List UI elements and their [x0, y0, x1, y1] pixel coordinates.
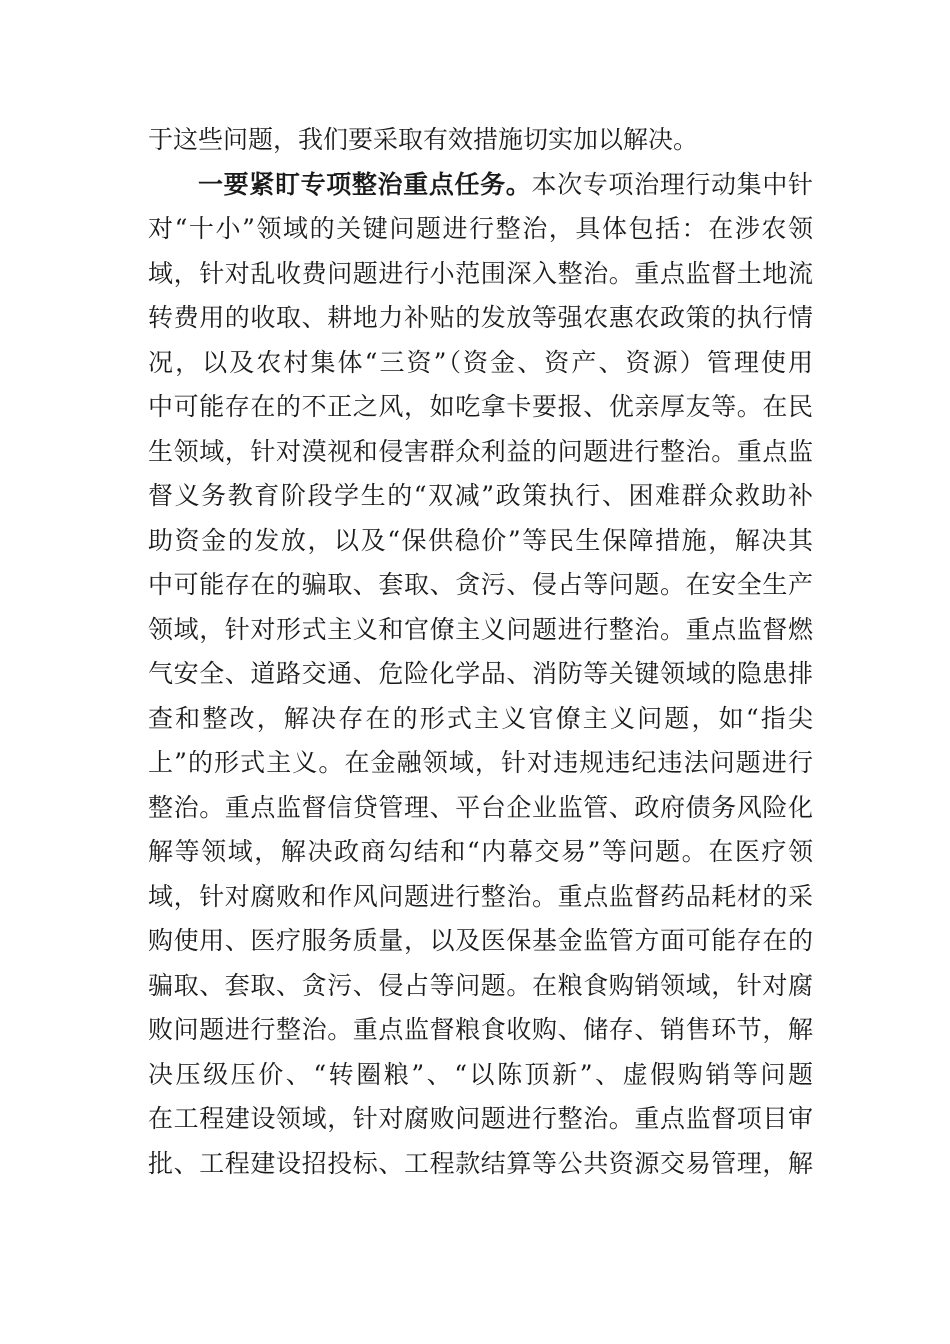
text-line: 域，针对乱收费问题进行小范围深入整治。重点监督土地流 — [148, 258, 813, 288]
text-line: 查和整改，解决存在的形式主义官僚主义问题，如“指尖 — [148, 703, 813, 733]
text-line: 域，针对腐败和作风问题进行整治。重点监督药品耗材的采 — [148, 881, 813, 911]
text-line: 批、工程建设招投标、工程款结算等公共资源交易管理，解 — [148, 1148, 813, 1178]
text-line: 气安全、道路交通、危险化学品、消防等关键领域的隐患排 — [148, 659, 813, 688]
text-line: 领域，针对形式主义和官僚主义问题进行整治。重点监督燃 — [148, 614, 813, 644]
text-line: 在工程建设领域，针对腐败问题进行整治。重点监督项目审 — [148, 1104, 813, 1133]
text-line: 督义务教育阶段学生的“双减”政策执行、困难群众救助补 — [148, 481, 813, 510]
paragraph-first-line — [148, 163, 813, 208]
text-line: 骗取、套取、贪污、侵占等问题。在粮食购销领域，针对腐 — [148, 970, 813, 1000]
text-line: 上”的形式主义。在金融领域，针对违规违纪违法问题进行 — [148, 748, 813, 777]
text-line: 决压级压价、“转圈粮”、“以陈顶新”、虚假购销等问题 — [148, 1059, 813, 1089]
text-line: 转费用的收取、耕地力补贴的发放等强农惠农政策的执行情 — [148, 303, 813, 332]
text-line: 对“十小”领域的关键问题进行整治，具体包括：在涉农领 — [148, 214, 813, 243]
text-line: 况，以及农村集体“三资”（资金、资产、资源）管理使用 — [148, 347, 813, 377]
text-line: 助资金的发放，以及“保供稳价”等民生保障措施，解决其 — [148, 525, 813, 555]
paragraph-heading: 一要紧盯专项整治重点任务。 — [198, 169, 532, 199]
text-line: 整治。重点监督信贷管理、平台企业监管、政府债务风险化 — [148, 792, 813, 822]
paragraph-heading-continuation: 本次专项治理行动集中针 — [531, 169, 813, 199]
text-line: 中可能存在的不正之风，如吃拿卡要报、优亲厚友等。在民 — [148, 392, 813, 421]
text-line: 解等领域，解决政商勾结和“内幕交易”等问题。在医疗领 — [148, 837, 813, 866]
text-line: 生领域，针对漠视和侵害群众利益的问题进行整治。重点监 — [148, 436, 813, 466]
body-text — [148, 118, 813, 1186]
text-line: 败问题进行整治。重点监督粮食收购、储存、销售环节，解 — [148, 1015, 813, 1044]
text-line: 于这些问题，我们要采取有效措施切实加以解决。 — [148, 125, 699, 154]
text-line: 中可能存在的骗取、套取、贪污、侵占等问题。在安全生产 — [148, 570, 813, 599]
text-line: 购使用、医疗服务质量，以及医保基金监管方面可能存在的 — [148, 926, 813, 955]
